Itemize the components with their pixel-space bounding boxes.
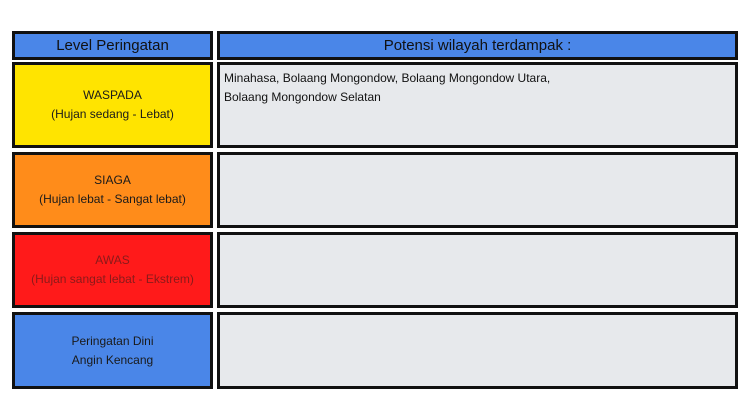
area-cell-waspada [217, 62, 738, 148]
area-cell-siaga [217, 152, 738, 228]
level-title: Peringatan Dini [71, 333, 154, 348]
header-area-cell [217, 31, 738, 60]
level-subtitle: (Hujan lebat - Sangat lebat) [39, 192, 186, 206]
level-subtitle: Angin Kencang [71, 352, 154, 367]
area-cell-angin [217, 312, 738, 389]
level-cell-siaga [12, 152, 213, 228]
header-area-label: Potensi wilayah terdampak : [383, 36, 572, 54]
level-title: AWAS [95, 253, 130, 267]
level-subtitle: (Hujan sedang - Lebat) [51, 107, 174, 121]
level-title: WASPADA [83, 88, 142, 102]
level-title: SIAGA [94, 173, 131, 187]
level-cell-awas [12, 232, 213, 308]
area-line: Minahasa, Bolaang Mongondow, Bolaang Mongondow Utara, [224, 71, 551, 85]
level-cell-waspada [12, 62, 213, 148]
level-cell-angin [12, 312, 213, 389]
header-level-cell [12, 31, 213, 60]
level-subtitle: (Hujan sangat lebat - Ekstrem) [31, 272, 194, 286]
area-line: Bolaang Mongondow Selatan [224, 90, 381, 104]
area-cell-awas [217, 232, 738, 308]
header-level-label: Level Peringatan [56, 36, 169, 54]
